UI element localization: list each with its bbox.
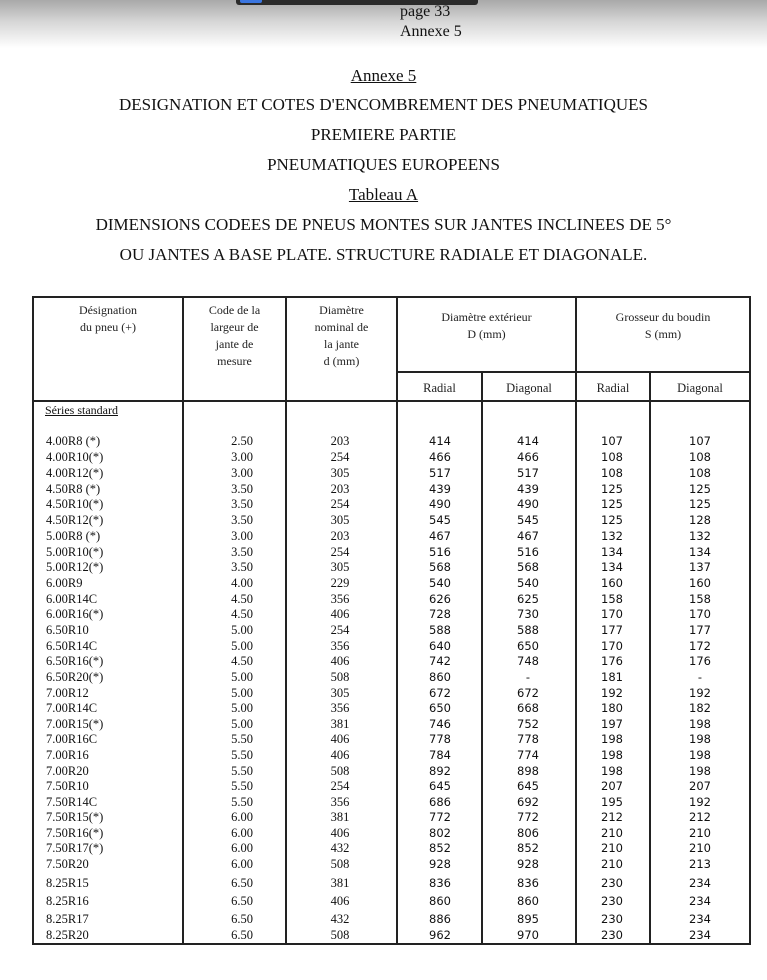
cell-width-radial: 210 bbox=[601, 857, 623, 871]
cell-rim-code: 3.00 bbox=[231, 529, 253, 543]
cell-width-diagonal: 234 bbox=[689, 928, 711, 942]
cell-designation: 8.25R16 bbox=[46, 894, 89, 908]
table-row bbox=[0, 575, 767, 591]
cell-width-radial: 125 bbox=[601, 513, 623, 527]
cell-outer-diagonal: 439 bbox=[517, 482, 539, 496]
cell-outer-diagonal: 730 bbox=[517, 607, 539, 621]
cell-outer-diagonal: 588 bbox=[517, 623, 539, 637]
cell-designation: 6.00R14C bbox=[46, 592, 98, 606]
cell-designation: 4.00R10(*) bbox=[46, 450, 104, 464]
cell-rim-diameter: 406 bbox=[330, 607, 350, 621]
cell-outer-radial: 742 bbox=[429, 654, 451, 668]
cell-designation: 8.25R17 bbox=[46, 912, 89, 926]
cell-width-radial: 170 bbox=[601, 607, 623, 621]
cell-outer-radial: 545 bbox=[429, 513, 451, 527]
cell-outer-radial: 886 bbox=[429, 912, 451, 926]
cell-outer-radial: 414 bbox=[429, 434, 451, 448]
table-row bbox=[0, 433, 767, 449]
cell-width-radial: 134 bbox=[601, 560, 623, 574]
cell-rim-diameter: 203 bbox=[330, 482, 350, 496]
cell-designation: 6.50R14C bbox=[46, 639, 98, 653]
table-row bbox=[0, 840, 767, 856]
cell-designation: 6.00R16(*) bbox=[46, 607, 104, 621]
cell-outer-radial: 588 bbox=[429, 623, 451, 637]
header-text: jante de bbox=[215, 337, 254, 351]
cell-width-radial: 158 bbox=[601, 592, 623, 606]
cell-outer-radial: 728 bbox=[429, 607, 451, 621]
cell-width-radial: 108 bbox=[601, 450, 623, 464]
cell-outer-radial: 540 bbox=[429, 576, 451, 590]
table-row bbox=[0, 763, 767, 779]
header-text: Grosseur du boudin bbox=[615, 310, 711, 324]
header-text: d (mm) bbox=[323, 354, 360, 368]
cell-rim-diameter: 203 bbox=[330, 434, 350, 448]
table-row bbox=[0, 778, 767, 794]
cell-width-radial: 108 bbox=[601, 466, 623, 480]
cell-rim-code: 3.50 bbox=[231, 560, 253, 574]
cell-outer-diagonal: 668 bbox=[517, 701, 539, 715]
cell-rim-code: 6.50 bbox=[231, 912, 253, 926]
cell-rim-code: 6.50 bbox=[231, 876, 253, 890]
cell-designation: 7.00R14C bbox=[46, 701, 98, 715]
table-name bbox=[0, 185, 767, 205]
cell-width-diagonal: 137 bbox=[689, 560, 711, 574]
cell-rim-diameter: 254 bbox=[330, 623, 350, 637]
cell-designation: 7.00R16 bbox=[46, 748, 89, 762]
cell-outer-radial: 802 bbox=[429, 826, 451, 840]
cell-width-radial: 180 bbox=[601, 701, 623, 715]
cell-outer-radial: 836 bbox=[429, 876, 451, 890]
table-top-border bbox=[32, 296, 751, 298]
cell-rim-diameter: 254 bbox=[330, 545, 350, 559]
cell-designation: 7.50R17(*) bbox=[46, 841, 104, 855]
cell-width-radial: 177 bbox=[601, 623, 623, 637]
cell-outer-radial: 772 bbox=[429, 810, 451, 824]
cell-designation: 7.00R12 bbox=[46, 686, 89, 700]
cell-outer-diagonal: 895 bbox=[517, 912, 539, 926]
cell-rim-diameter: 508 bbox=[330, 928, 350, 942]
cell-width-radial: 107 bbox=[601, 434, 623, 448]
cell-rim-code: 6.50 bbox=[231, 894, 253, 908]
cell-designation: 7.50R10 bbox=[46, 779, 89, 793]
viewer-top-shade bbox=[0, 0, 767, 48]
cell-rim-code: 3.50 bbox=[231, 545, 253, 559]
cell-rim-code: 5.00 bbox=[231, 670, 253, 684]
header-text: la jante bbox=[324, 337, 359, 351]
cell-outer-diagonal: 414 bbox=[517, 434, 539, 448]
cell-rim-code: 5.50 bbox=[231, 779, 253, 793]
cell-width-radial: 210 bbox=[601, 841, 623, 855]
cell-width-diagonal: 134 bbox=[689, 545, 711, 559]
cell-outer-diagonal: 692 bbox=[517, 795, 539, 809]
header-outer-diameter bbox=[398, 309, 575, 343]
table-row bbox=[0, 794, 767, 810]
table-row bbox=[0, 875, 767, 891]
cell-width-radial: 230 bbox=[601, 876, 623, 890]
cell-outer-diagonal: 490 bbox=[517, 497, 539, 511]
cell-width-diagonal: 210 bbox=[689, 841, 711, 855]
cell-outer-radial: 568 bbox=[429, 560, 451, 574]
table-row bbox=[0, 512, 767, 528]
cell-outer-radial: 516 bbox=[429, 545, 451, 559]
header-text: largeur de bbox=[210, 320, 259, 334]
cell-rim-diameter: 508 bbox=[330, 764, 350, 778]
cell-designation: 7.00R16C bbox=[46, 732, 98, 746]
cell-rim-code: 5.00 bbox=[231, 717, 253, 731]
cell-rim-diameter: 203 bbox=[330, 529, 350, 543]
page-number: page 33 bbox=[400, 3, 451, 20]
cell-designation: 6.50R20(*) bbox=[46, 670, 104, 684]
cell-designation: 4.50R12(*) bbox=[46, 513, 104, 527]
cell-rim-code: 4.50 bbox=[231, 607, 253, 621]
cell-width-radial: 132 bbox=[601, 529, 623, 543]
cell-width-diagonal: 192 bbox=[689, 795, 711, 809]
cell-rim-code: 5.50 bbox=[231, 748, 253, 762]
cell-rim-code: 5.00 bbox=[231, 701, 253, 715]
table-row bbox=[0, 927, 767, 943]
cell-rim-code: 6.00 bbox=[231, 810, 253, 824]
cell-outer-diagonal: 540 bbox=[517, 576, 539, 590]
cell-outer-radial: 860 bbox=[429, 670, 451, 684]
cell-rim-diameter: 356 bbox=[330, 592, 350, 606]
cell-outer-diagonal: 748 bbox=[517, 654, 539, 668]
table-row bbox=[0, 606, 767, 622]
header-text: S (mm) bbox=[644, 327, 682, 341]
subheader-width-diagonal: Diagonal bbox=[677, 381, 723, 395]
cell-outer-diagonal: 860 bbox=[517, 894, 539, 908]
cell-designation: 4.50R10(*) bbox=[46, 497, 104, 511]
cell-width-diagonal: 234 bbox=[689, 876, 711, 890]
cell-width-diagonal: 172 bbox=[689, 639, 711, 653]
cell-rim-code: 5.00 bbox=[231, 639, 253, 653]
table-row bbox=[0, 809, 767, 825]
cell-outer-diagonal: 772 bbox=[517, 810, 539, 824]
table-row bbox=[0, 700, 767, 716]
header-text: Diamètre bbox=[319, 303, 364, 317]
cell-outer-radial: 746 bbox=[429, 717, 451, 731]
cell-outer-diagonal: 836 bbox=[517, 876, 539, 890]
cell-width-radial: 181 bbox=[601, 670, 623, 684]
cell-rim-diameter: 254 bbox=[330, 779, 350, 793]
table-row bbox=[0, 465, 767, 481]
cell-width-radial: 125 bbox=[601, 497, 623, 511]
cell-designation: 7.50R16(*) bbox=[46, 826, 104, 840]
cell-outer-radial: 686 bbox=[429, 795, 451, 809]
cell-width-radial: 230 bbox=[601, 894, 623, 908]
cell-designation: 4.00R8 (*) bbox=[46, 434, 101, 448]
cell-rim-diameter: 356 bbox=[330, 795, 350, 809]
subheader-divider bbox=[396, 371, 751, 373]
cell-designation: 8.25R15 bbox=[46, 876, 89, 890]
cell-outer-radial: 517 bbox=[429, 466, 451, 480]
cell-rim-code: 2.50 bbox=[231, 434, 253, 448]
cell-rim-code: 5.00 bbox=[231, 623, 253, 637]
cell-width-diagonal: 207 bbox=[689, 779, 711, 793]
cell-designation: 6.50R16(*) bbox=[46, 654, 104, 668]
cell-rim-code: 5.00 bbox=[231, 686, 253, 700]
cell-rim-diameter: 432 bbox=[330, 912, 350, 926]
cell-designation: 5.00R8 (*) bbox=[46, 529, 101, 543]
cell-rim-diameter: 406 bbox=[330, 894, 350, 908]
cell-rim-diameter: 432 bbox=[330, 841, 350, 855]
cell-outer-diagonal: 672 bbox=[517, 686, 539, 700]
cell-outer-diagonal: 852 bbox=[517, 841, 539, 855]
cell-designation: 4.50R8 (*) bbox=[46, 482, 101, 496]
cell-rim-diameter: 305 bbox=[330, 686, 350, 700]
cell-width-diagonal: 125 bbox=[689, 497, 711, 511]
title-line-1: DESIGNATION ET COTES D'ENCOMBREMENT DES PNEUMATIQUES bbox=[119, 95, 648, 114]
table-row bbox=[0, 481, 767, 497]
cell-rim-code: 3.50 bbox=[231, 513, 253, 527]
table-name-text: Tableau A bbox=[348, 185, 419, 204]
cell-width-diagonal: 176 bbox=[689, 654, 711, 668]
cell-outer-radial: 672 bbox=[429, 686, 451, 700]
cell-outer-diagonal: - bbox=[525, 670, 531, 684]
annexe-title bbox=[0, 66, 767, 86]
cell-width-radial: 198 bbox=[601, 764, 623, 778]
cell-outer-diagonal: 625 bbox=[517, 592, 539, 606]
subheader-outer-diagonal: Diagonal bbox=[506, 381, 552, 395]
cell-rim-diameter: 381 bbox=[330, 876, 350, 890]
cell-rim-code: 6.50 bbox=[231, 928, 253, 942]
table-row bbox=[0, 747, 767, 763]
cell-rim-diameter: 381 bbox=[330, 717, 350, 731]
annexe-title-text: Annexe 5 bbox=[350, 66, 417, 85]
table-row bbox=[0, 559, 767, 575]
table-row bbox=[0, 856, 767, 872]
title-line-3: PNEUMATIQUES EUROPEENS bbox=[267, 155, 500, 174]
header-rim-width-code bbox=[184, 302, 285, 370]
table-bottom-border bbox=[32, 943, 751, 945]
cell-outer-radial: 467 bbox=[429, 529, 451, 543]
table-row bbox=[0, 825, 767, 841]
table-row bbox=[0, 685, 767, 701]
cell-designation: 8.25R20 bbox=[46, 928, 89, 942]
cell-width-diagonal: 160 bbox=[689, 576, 711, 590]
cell-rim-diameter: 406 bbox=[330, 748, 350, 762]
cell-outer-diagonal: 752 bbox=[517, 717, 539, 731]
cell-width-radial: 207 bbox=[601, 779, 623, 793]
cell-outer-diagonal: 645 bbox=[517, 779, 539, 793]
header-text: du pneu (+) bbox=[79, 320, 137, 334]
header-text: mesure bbox=[217, 354, 252, 368]
cell-width-radial: 170 bbox=[601, 639, 623, 653]
cell-rim-diameter: 305 bbox=[330, 513, 350, 527]
cell-outer-diagonal: 516 bbox=[517, 545, 539, 559]
cell-width-radial: 176 bbox=[601, 654, 623, 668]
cell-rim-diameter: 508 bbox=[330, 857, 350, 871]
table-row bbox=[0, 653, 767, 669]
cell-rim-diameter: 406 bbox=[330, 654, 350, 668]
cell-rim-code: 4.00 bbox=[231, 576, 253, 590]
cell-outer-radial: 928 bbox=[429, 857, 451, 871]
cell-outer-diagonal: 778 bbox=[517, 732, 539, 746]
cell-outer-radial: 962 bbox=[429, 928, 451, 942]
cell-width-diagonal: 132 bbox=[689, 529, 711, 543]
cell-outer-diagonal: 568 bbox=[517, 560, 539, 574]
cell-rim-code: 5.50 bbox=[231, 795, 253, 809]
header-section-width bbox=[577, 309, 749, 343]
cell-designation: 6.00R9 bbox=[46, 576, 83, 590]
cell-designation: 7.00R20 bbox=[46, 764, 89, 778]
cell-width-diagonal: 234 bbox=[689, 912, 711, 926]
table-row bbox=[0, 638, 767, 654]
cell-width-radial: 230 bbox=[601, 912, 623, 926]
header-text: Désignation bbox=[79, 303, 137, 317]
cell-width-diagonal: 107 bbox=[689, 434, 711, 448]
table-row bbox=[0, 496, 767, 512]
cell-rim-diameter: 229 bbox=[330, 576, 350, 590]
cell-width-diagonal: 177 bbox=[689, 623, 711, 637]
table-row bbox=[0, 716, 767, 732]
cell-designation: 5.00R10(*) bbox=[46, 545, 104, 559]
cell-outer-radial: 466 bbox=[429, 450, 451, 464]
cell-designation: 5.00R12(*) bbox=[46, 560, 104, 574]
cell-width-diagonal: - bbox=[697, 670, 703, 684]
cell-rim-code: 3.50 bbox=[231, 497, 253, 511]
cell-rim-diameter: 406 bbox=[330, 826, 350, 840]
cell-width-diagonal: 198 bbox=[689, 732, 711, 746]
cell-designation: 7.50R15(*) bbox=[46, 810, 104, 824]
cell-outer-diagonal: 806 bbox=[517, 826, 539, 840]
cell-rim-code: 3.50 bbox=[231, 482, 253, 496]
cell-outer-diagonal: 928 bbox=[517, 857, 539, 871]
cell-width-diagonal: 198 bbox=[689, 748, 711, 762]
cell-outer-radial: 626 bbox=[429, 592, 451, 606]
cell-outer-diagonal: 517 bbox=[517, 466, 539, 480]
table-row bbox=[0, 544, 767, 560]
table-row bbox=[0, 669, 767, 685]
cell-outer-radial: 892 bbox=[429, 764, 451, 778]
cell-rim-diameter: 254 bbox=[330, 450, 350, 464]
cell-rim-code: 3.00 bbox=[231, 450, 253, 464]
cell-width-radial: 197 bbox=[601, 717, 623, 731]
cell-width-diagonal: 212 bbox=[689, 810, 711, 824]
cell-rim-diameter: 305 bbox=[330, 466, 350, 480]
cell-outer-diagonal: 545 bbox=[517, 513, 539, 527]
header-nominal-rim-diameter bbox=[287, 302, 396, 370]
cell-rim-code: 6.00 bbox=[231, 857, 253, 871]
cell-width-radial: 192 bbox=[601, 686, 623, 700]
cell-rim-code: 6.00 bbox=[231, 841, 253, 855]
cell-width-diagonal: 108 bbox=[689, 466, 711, 480]
cell-outer-diagonal: 898 bbox=[517, 764, 539, 778]
cell-outer-diagonal: 467 bbox=[517, 529, 539, 543]
cell-outer-diagonal: 466 bbox=[517, 450, 539, 464]
cell-width-diagonal: 158 bbox=[689, 592, 711, 606]
header-text: Code de la bbox=[208, 303, 261, 317]
header-text: Diamètre extérieur bbox=[441, 310, 532, 324]
header-designation bbox=[34, 302, 182, 336]
cell-width-diagonal: 198 bbox=[689, 717, 711, 731]
cell-rim-diameter: 356 bbox=[330, 639, 350, 653]
cell-designation: 7.50R14C bbox=[46, 795, 98, 809]
cell-outer-radial: 650 bbox=[429, 701, 451, 715]
cell-designation: 4.00R12(*) bbox=[46, 466, 104, 480]
cell-outer-diagonal: 970 bbox=[517, 928, 539, 942]
cell-width-diagonal: 213 bbox=[689, 857, 711, 871]
title-line-4: DIMENSIONS CODEES DE PNEUS MONTES SUR JANTES INCLINEES DE 5° bbox=[95, 215, 672, 234]
cell-width-diagonal: 234 bbox=[689, 894, 711, 908]
cell-width-diagonal: 210 bbox=[689, 826, 711, 840]
cell-rim-code: 4.50 bbox=[231, 654, 253, 668]
cell-width-diagonal: 128 bbox=[689, 513, 711, 527]
cell-outer-diagonal: 650 bbox=[517, 639, 539, 653]
cell-width-diagonal: 198 bbox=[689, 764, 711, 778]
table-row bbox=[0, 528, 767, 544]
toolbar-accent-button[interactable] bbox=[240, 0, 262, 3]
cell-designation: 6.50R10 bbox=[46, 623, 89, 637]
table-row bbox=[0, 622, 767, 638]
cell-width-diagonal: 192 bbox=[689, 686, 711, 700]
cell-rim-code: 6.00 bbox=[231, 826, 253, 840]
cell-rim-diameter: 356 bbox=[330, 701, 350, 715]
title-line-2: PREMIERE PARTIE bbox=[310, 125, 457, 144]
cell-outer-radial: 640 bbox=[429, 639, 451, 653]
cell-width-radial: 212 bbox=[601, 810, 623, 824]
table-row bbox=[0, 911, 767, 927]
cell-width-diagonal: 170 bbox=[689, 607, 711, 621]
cell-outer-radial: 784 bbox=[429, 748, 451, 762]
cell-width-radial: 198 bbox=[601, 748, 623, 762]
section-label-standard-series: Séries standard bbox=[45, 403, 118, 417]
cell-designation: 7.50R20 bbox=[46, 857, 89, 871]
cell-outer-diagonal: 774 bbox=[517, 748, 539, 762]
cell-rim-diameter: 254 bbox=[330, 497, 350, 511]
cell-width-radial: 230 bbox=[601, 928, 623, 942]
cell-width-radial: 195 bbox=[601, 795, 623, 809]
cell-rim-code: 3.00 bbox=[231, 466, 253, 480]
title-line-5: OU JANTES A BASE PLATE. STRUCTURE RADIALE ET DIAGONALE. bbox=[119, 245, 648, 264]
subheader-width-radial: Radial bbox=[596, 381, 630, 395]
cell-width-diagonal: 108 bbox=[689, 450, 711, 464]
cell-rim-code: 4.50 bbox=[231, 592, 253, 606]
cell-rim-code: 5.50 bbox=[231, 732, 253, 746]
table-row bbox=[0, 893, 767, 909]
cell-outer-radial: 490 bbox=[429, 497, 451, 511]
cell-designation: 7.00R15(*) bbox=[46, 717, 104, 731]
cell-width-diagonal: 125 bbox=[689, 482, 711, 496]
cell-outer-radial: 860 bbox=[429, 894, 451, 908]
cell-outer-radial: 852 bbox=[429, 841, 451, 855]
table-row bbox=[0, 591, 767, 607]
subheader-outer-radial: Radial bbox=[423, 381, 456, 395]
table-row bbox=[0, 731, 767, 747]
header-text: D (mm) bbox=[467, 327, 506, 341]
cell-width-radial: 125 bbox=[601, 482, 623, 496]
cell-outer-radial: 778 bbox=[429, 732, 451, 746]
cell-width-radial: 210 bbox=[601, 826, 623, 840]
cell-width-radial: 198 bbox=[601, 732, 623, 746]
cell-rim-code: 5.50 bbox=[231, 764, 253, 778]
cell-outer-radial: 439 bbox=[429, 482, 451, 496]
table-row bbox=[0, 449, 767, 465]
cell-rim-diameter: 508 bbox=[330, 670, 350, 684]
cell-width-diagonal: 182 bbox=[689, 701, 711, 715]
cell-rim-diameter: 381 bbox=[330, 810, 350, 824]
header-bottom-border bbox=[32, 400, 751, 402]
running-header-annexe: Annexe 5 bbox=[400, 23, 462, 40]
cell-outer-radial: 645 bbox=[429, 779, 451, 793]
cell-rim-diameter: 406 bbox=[330, 732, 350, 746]
cell-width-radial: 160 bbox=[601, 576, 623, 590]
header-text: nominal de bbox=[314, 320, 369, 334]
cell-width-radial: 134 bbox=[601, 545, 623, 559]
cell-rim-diameter: 305 bbox=[330, 560, 350, 574]
